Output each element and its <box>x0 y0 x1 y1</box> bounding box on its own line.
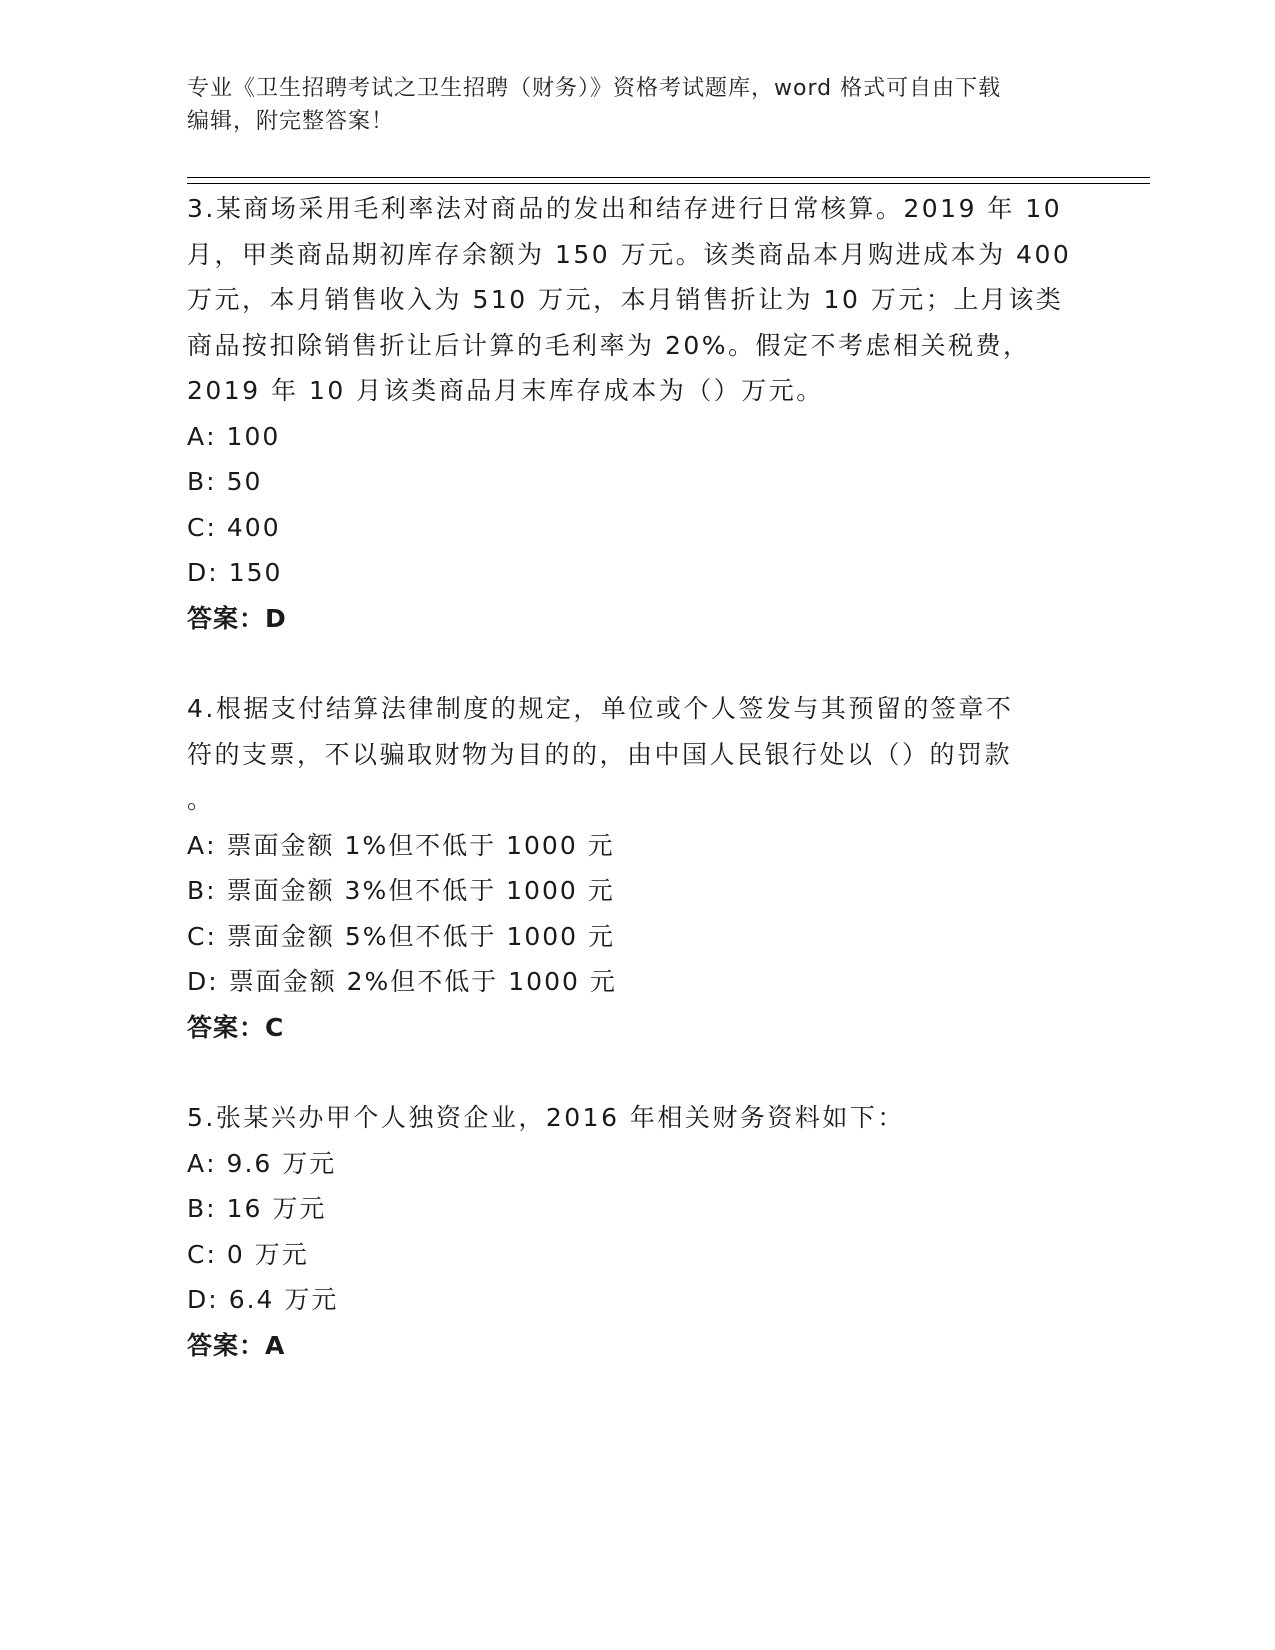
option-text: 100 <box>226 421 281 451</box>
question-4 <box>187 686 1087 1050</box>
option-letter: A <box>187 830 207 860</box>
option-a <box>187 414 1087 460</box>
option-separator: : <box>206 921 217 951</box>
option-d <box>187 550 1087 596</box>
option-separator: : <box>206 876 217 905</box>
question-3 <box>187 186 1087 641</box>
option-c <box>187 914 1087 960</box>
option-letter: D <box>187 967 209 996</box>
stem-line: 商品按扣除销售折让后计算的毛利率为 20%。假定不考虑相关税费， <box>187 330 1031 360</box>
option-separator: : <box>206 1194 217 1223</box>
option-d <box>187 1277 1087 1323</box>
stem-line: 5.张某兴办甲个人独资企业，2016 年相关财务资料如下： <box>187 1103 905 1132</box>
option-text: 0 万元 <box>226 1239 309 1269</box>
option-c <box>187 1232 1087 1278</box>
question-stem <box>187 686 1087 823</box>
header-line-1: 专业《卫生招聘考试之卫生招聘（财务）》资格考试题库，word 格式可自由下载 <box>187 76 1002 101</box>
option-d <box>187 959 1087 1005</box>
question-stem <box>187 186 1087 414</box>
option-separator: : <box>208 558 219 587</box>
option-text: 150 <box>228 558 283 587</box>
stem-line: 2019 年 10 月该类商品月末库存成本为（）万元。 <box>187 376 824 405</box>
stem-line: 万元，本月销售收入为 510 万元，本月销售折让为 10 万元；上月该类 <box>187 285 1064 314</box>
option-text: 票面金额 1%但不低于 1000 元 <box>226 830 615 860</box>
stem-line: 3.某商场采用毛利率法对商品的发出和结存进行日常核算。2019 年 10 <box>187 194 1063 223</box>
answer-label: 答案：C <box>187 1012 285 1042</box>
question-stem <box>187 1095 1087 1141</box>
option-text: 50 <box>226 467 263 496</box>
header-divider-top <box>187 177 1150 178</box>
option-a <box>187 1141 1087 1187</box>
option-separator: : <box>206 1239 217 1269</box>
option-letter: B <box>187 876 207 905</box>
stem-line: 符的支票，不以骗取财物为目的的，由中国人民银行处以（）的罚款 <box>187 739 1013 769</box>
option-text: 9.6 万元 <box>226 1148 337 1178</box>
question-5 <box>187 1095 1087 1368</box>
option-separator: : <box>208 1285 219 1314</box>
option-separator: : <box>208 967 219 996</box>
stem-line: 4.根据支付结算法律制度的规定，单位或个人签发与其预留的签章不 <box>187 694 1014 723</box>
header-divider-bottom <box>187 183 1150 184</box>
option-letter: C <box>187 1239 207 1269</box>
option-b <box>187 459 1087 505</box>
option-text: 票面金额 5%但不低于 1000 元 <box>226 921 616 951</box>
option-separator: : <box>206 1148 217 1178</box>
answer-label: 答案：A <box>187 1330 286 1360</box>
option-a <box>187 823 1087 869</box>
option-letter: A <box>187 421 207 451</box>
option-text: 400 <box>226 512 281 542</box>
stem-line: 。 <box>187 785 215 814</box>
option-letter: A <box>187 1148 207 1178</box>
option-c <box>187 505 1087 551</box>
option-text: 票面金额 3%但不低于 1000 元 <box>226 876 615 905</box>
answer-label: 答案：D <box>187 603 287 633</box>
option-letter: B <box>187 1194 207 1223</box>
option-b <box>187 868 1087 914</box>
option-text: 票面金额 2%但不低于 1000 元 <box>228 967 617 996</box>
option-letter: C <box>187 921 207 951</box>
option-letter: D <box>187 558 209 587</box>
option-letter: C <box>187 512 207 542</box>
option-separator: : <box>206 421 217 451</box>
option-text: 6.4 万元 <box>228 1285 339 1314</box>
option-letter: D <box>187 1285 209 1314</box>
option-text: 16 万元 <box>226 1194 327 1223</box>
option-letter: B <box>187 467 207 496</box>
option-separator: : <box>206 512 217 542</box>
stem-line: 月，甲类商品期初库存余额为 150 万元。该类商品本月购进成本为 400 <box>187 239 1072 269</box>
option-b <box>187 1186 1087 1232</box>
header-line-2: 编辑，附完整答案！ <box>187 109 395 134</box>
option-separator: : <box>206 467 217 496</box>
option-separator: : <box>206 830 217 860</box>
document-header <box>187 72 1067 138</box>
